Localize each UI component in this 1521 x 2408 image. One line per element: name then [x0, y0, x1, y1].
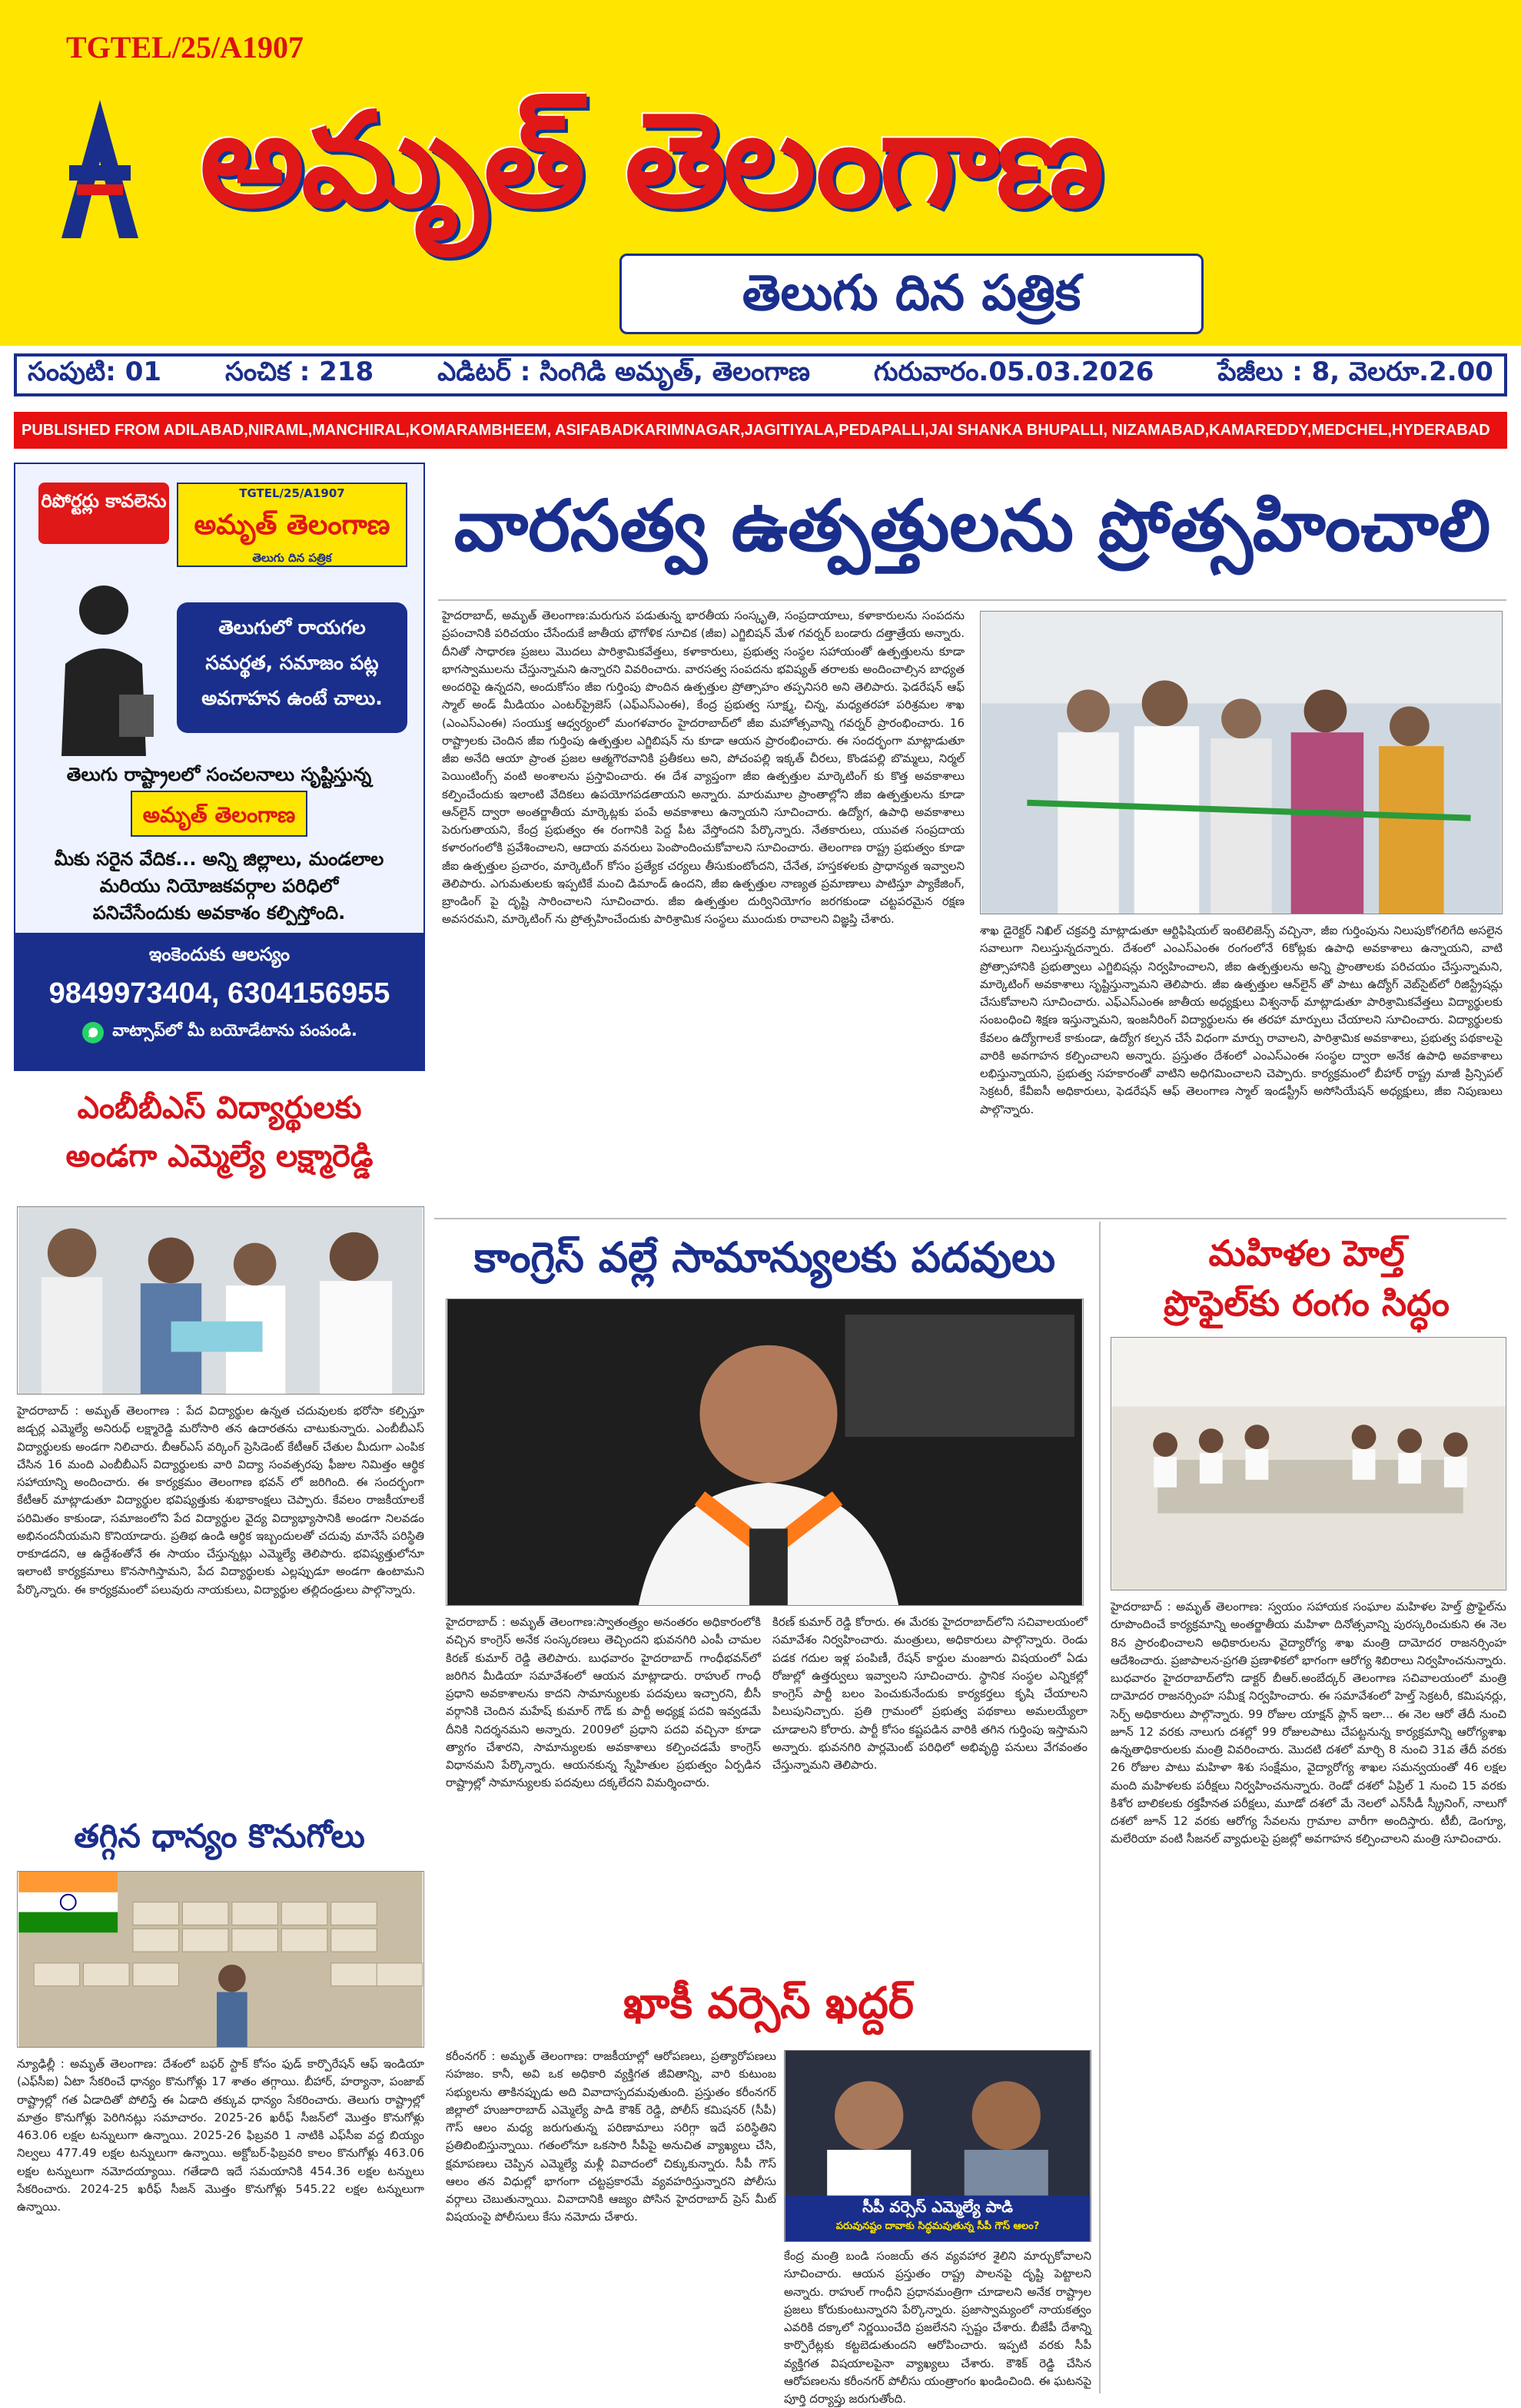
congress-mp-photo: [446, 1299, 1084, 1606]
congress-body-continued: కిరణ్ కుమార్ రెడ్డి కోరారు. ఈ మేరకు హైదరాబాద్‌లోని సచివాలయంలో సమావేశం నిర్వహించారు. మంత్రులు, అధికారులు పాల్గొన్నారు. రెండు పడక గదుల ఇళ్ల పంపిణీ, రేషన్ కార్డుల మంజూరు విషయంలో ఏడు రోజుల్లో ఉత్తర్వులు ఇవ్వాలని సూచించారు. స్థానిక సంస్థల ఎన్నికల్లో కాంగ్రెస్ పార్టీ బలం పెంచుకునేందుకు కార్యకర్తలు కృషి చేయాలని పిలుపునిచ్చారు. ప్రతి గ్రామంలో ప్రభుత్వ పథకాలు అమలయ్యేలా చూడాలని కోరారు. పార్టీ కోసం కష్టపడిన వారికి తగిన గుర్తింపు ఇస్తామని అన్నారు. భువనగిరి పార్లమెంట్ పరిధిలో అభివృద్ధి పనులు వేగవంతం చేస్తున్నామని తెలిపారు.: [772, 1615, 1088, 1772]
newspaper-title: అమృత్ తెలంగాణ: [200, 85, 1101, 237]
ad-logo-small: అమృత్ తెలంగాణ: [131, 791, 307, 837]
mbbs-body: హైదరాబాద్ : అమృత్ తెలంగాణ : పేద విద్యార్థుల ఉన్నత చదువులకు భరోసా కల్పిస్తూ జడ్చర్ల ఎమ్మెల్యే అనిరుధ్ లక్ష్మారెడ్డి మరోసారి తన ఉదారతను చాటుకున్నారు. ఎంబీబీఎస్ విద్యార్థులకు అండగా నిలిచారు. బీఆర్ఎస్ వర్కింగ్ ప్రెసిడెంట్ కేటీఆర్ చేతుల మీదుగా ఎంపిక చేసిన 16 మంది ఎంబీబీఎస్ విద్యార్థులకు వారి విద్యా సంవత్సరపు ఫీజుల నిమిత్తం ఆర్థిక సహాయాన్ని అందించారు. ఈ కార్యక్రమం తెలంగాణ భవన్ లో జరిగింది. ఈ సందర్భంగా కేటీఆర్ మాట్లాడుతూ విద్యార్థుల భవిష్యత్తుకు శుభాకాంక్షలు చెప్పారు. కేవలం రాజకీయాలకే పరిమితం కాకుండా, సమాజంలోని పేద విద్యార్థుల వైద్య విద్యాభ్యాసానికి అండగా నిలవడం అభినందనీయమని కొనియాడారు. ప్రతిభ ఉండి ఆర్థిక ఇబ్బందులతో చదువు మానేసే పరిస్థితి రాకూడదని, ఆ ఉద్దేశంతోనే ఈ సాయం చేస్తున్నట్లు ఎమ్మెల్యే తెలిపారు. భవిష్యత్తులోనూ ఇలాంటి కార్యక్రమాలు కొనసాగిస్తామని, పేద విద్యార్థులకు ఎల్లప్పుడూ అండగా ఉంటామని పేర్కొన్నారు. ఈ కార్యక్రమంలో పలువురు నాయకులు, విద్యార్థుల తల్లిదండ్రులు పాల్గొన్నారు.: [17, 1404, 424, 1597]
ad-phone-numbers[interactable]: 9849973404, 6304156955: [48, 977, 390, 1010]
registration-number: TGTEL/25/A1907: [66, 30, 304, 65]
ad-qualify-2: సమర్థత, సమాజం పట్ల: [205, 652, 379, 674]
divider: [434, 1218, 1506, 1219]
congress-body: హైదరాబాద్ : అమృత్ తెలంగాణ:స్వాతంత్ర్యం అనంతరం అధికారంలోకి వచ్చిన కాంగ్రెస్ అనేక సంస్కరణలు తెచ్చిందని భువనగిరి ఎంపీ చామల కిరణ్ కుమార్ రెడ్డి తెలిపారు. బుధవారం హైదరాబాద్ గాంధీభవన్‌లో జరిగిన మీడియా సమావేశంలో ఆయన మాట్లాడారు. రాహుల్ గాంధీ ప్రధాని అవకాశాలను కాదని సామాన్యులకు పదవులు ఇచ్చారని, బీసీ వర్గానికి చెందిన మహేష్ కుమార్ గౌడ్ కు పార్టీ అధ్యక్ష పదవి ఇవ్వడమే దీనికి నిదర్శనమని అన్నారు. 2009లో ప్రధాని పదవి వచ్చినా కూడా త్యాగం చేశారని, సామాన్యులకు అవకాశాలు కల్పించడమే కాంగ్రెస్ విధానమని పేర్కొన్నారు. ఆయనకున్న స్నేహితుల ప్రభుత్వం ఏర్పడిన రాష్ట్రాల్లో సామాన్యులకు పదవులు దక్కలేదని విమర్శించారు.: [446, 1615, 761, 1790]
ad-qualify-1: తెలుగులో రాయగల: [218, 616, 366, 638]
pages-price: పేజీలు : 8, వెలరూ.2.00: [1217, 357, 1493, 387]
ad-qualify-box: [177, 602, 407, 733]
mbbs-headline-line1: ఎంబీబీఎస్ విద్యార్థులకు: [77, 1090, 362, 1126]
divider: [438, 599, 1506, 601]
mbbs-headline-line2: అండగా ఎమ్మెల్యే లక్ష్మారెడ్డి: [65, 1139, 374, 1174]
ad-whatsapp-text: వాట్సాప్‌లో మీ బయోడేటాను పంపండి.: [112, 1021, 357, 1040]
ad-logo-reg: TGTEL/25/A1907: [239, 486, 345, 500]
ad-qualify-3: అవగాహన ఉంటే చాలు.: [201, 687, 383, 709]
column-divider: [1099, 1222, 1101, 2393]
ad-offer-3: పనిచేసేందుకు అవకాశం కల్పిస్తోంది.: [92, 902, 346, 924]
ad-logo: [177, 483, 407, 567]
ad-logo-title: అమృత్ తెలంగాణ: [194, 509, 390, 541]
women-meeting-photo: [1111, 1337, 1506, 1590]
ad-tagline: తెలుగు రాష్ట్రాలలో సంచలనాలు సృష్టిస్తున్న: [66, 764, 372, 785]
grain-headline: తగ్గిన ధాన్యం కొనుగోలు: [74, 1817, 365, 1855]
congress-headline: కాంగ్రెస్ వల్లే సామాన్యులకు పదవులు: [473, 1233, 1056, 1282]
khaki-headline: ఖాకీ వర్సెస్ ఖద్దర్: [623, 1978, 914, 2028]
newspaper-subtitle: తెలుగు దిన పత్రిక: [619, 254, 1204, 334]
issue-date: గురువారం.05.03.2026: [873, 357, 1154, 387]
women-headline-line1: మహిళల హెల్త్: [1208, 1232, 1405, 1274]
khaki-body: కరీంనగర్ : అమృత్ తెలంగాణ: రాజకీయాల్లో ఆరోపణలు, ప్రత్యారోపణలు సహజం. కానీ, అవి ఒక అధికారి వ్యక్తిగత జీవితాన్ని, వారి కుటుంబ సభ్యులను తాకినప్పుడు అది వివాదాస్పదమవుతుంది. ప్రస్తుతం కరీంనగర్ జిల్లాలో హుజూరాబాద్ ఎమ్మెల్యే పాడి కౌశిక్ రెడ్డి, పోలీస్ కమిషనర్ (సీపీ) గౌస్ ఆలం మధ్య జరుగుతున్న పరిణామాలు సరిగ్గా ఇదే పరిస్థితిని ప్రతిబింబిస్తున్నాయి. గతంలోనూ ఒకసారి సీపీపై అనుచిత వ్యాఖ్యలు చేసి, క్షమాపణలు చెప్పిన ఎమ్మెల్యే మళ్లీ వివాదంలో చిక్కుకున్నారు. సీపీ గౌస్ ఆలం తన విధుల్లో భాగంగా చట్టప్రకారమే వ్యవహరిస్తున్నారని పోలీసు వర్గాలు చెబుతున్నాయి. వివాదానికి ఆజ్యం పోసిన హైదరాబాద్ ప్రెస్ మీట్ విషయంపై పోలీసులు కేసు నమోదు చేశారు.: [446, 2049, 776, 2224]
ad-offer-1: మీకు సరైన వేదిక... అన్ని జిల్లాలు, మండలాల: [54, 848, 384, 870]
lead-photo-inauguration: [980, 611, 1503, 914]
reporters-wanted-ad: [14, 463, 425, 1071]
published-from-bar: PUBLISHED FROM ADILABAD,NIRAML,MANCHIRAL,KOMARAMBHEEM, ASIFABADKARIMNAGAR,JAGITIYALA,PEDAPALLI,JAI SHANKA BHUPALLI, NIZAMABAD,KAMAREDDY,MEDCHEL,HYDERABAD: [14, 412, 1507, 449]
reporter-silhouette-icon: [46, 579, 161, 756]
editor: ఎడిటర్ : సింగిడి అమృత్, తెలంగాణ: [437, 357, 810, 387]
issue-info-bar: [14, 353, 1507, 396]
khaki-photo-sub: పరువునష్టం దావాకు సిద్ధమవుతున్న సీపీ గౌస్ ఆలం?: [835, 2221, 1040, 2232]
women-body: హైదరాబాద్ : అమృత్ తెలంగాణ: స్వయం సహాయక సంఘాల మహిళల హెల్త్ ప్రొఫైల్‌ను రూపొందించే కార్యక్రమాన్ని అంతర్జాతీయ మహిళా దినోత్సవాన్ని పురస్కరించుకుని ఈ నెల 8న ప్రారంభించాలని అధికారులను వైద్యారోగ్య శాఖ మంత్రి దామోదర రాజనర్సింహ ఆదేశించారు. ప్రజాపాలన-ప్రగతి ప్రణాళికలో భాగంగా ఆరోగ్య శిబిరాలు నిర్వహించనున్నారు. బుధవారం హైదరాబాద్‌లోని డాక్టర్ బీఆర్.అంబేద్కర్ తెలంగాణ సచివాలయంలో మంత్రి దామోదర రాజనర్సింహ సమీక్ష నిర్వహించారు. ఈ సమావేశంలో హెల్త్ సెక్రటరీ, కమిషనర్లు, సెర్ప్ అధికారులు పాల్గొన్నారు. 99 రోజుల యాక్షన్ ప్లాన్ ఇలా... ఈ నెల ఆరో తేదీ నుంచి జూన్ 12 వరకు నాలుగు దశల్లో 99 రోజులపాటు చేపట్టనున్న కార్యక్రమాన్ని ఆరోగ్యశాఖ ఉన్నతాధికారులకు మంత్రి వివరించారు. మొదటి దశలో మార్చి 8 నుంచి 31వ తేదీ వరకు 26 రోజుల పాటు మహిళా శిశు సంక్షేమం, వైద్యారోగ్య శాఖల సమన్వయంతో 46 లక్షల మంది మహిళలకు పరీక్షలు నిర్వహించనున్నారు. రెండో దశలో ఏప్రిల్ 1 నుంచి 15 వరకు కిశోర బాలికలకు రక్తహీనత పరీక్షలు, మూడో దశలో మే నెలలో ఎన్‌సీడీ స్క్రీనింగ్, నాలుగో దశలో జూన్ 12 వరకు ఆరోగ్య సేవలను గ్రామాల వారీగా అందిస్తారు. టీబీ, డెంగ్యూ, మలేరియా వంటి సీజనల్ వ్యాధులపై ప్రజల్లో అవగాహన కల్పించాలని మంత్రి సూచించారు.: [1111, 1600, 1506, 1846]
grain-warehouse-photo: [17, 1871, 424, 2048]
volume: సంపుటి: 01: [28, 357, 162, 387]
khaki-body-continued: కేంద్ర మంత్రి బండి సంజయ్ తన వ్యవహార శైలిని మార్చుకోవాలని సూచించారు. ఆయన ప్రస్తుతం రాష్ట్ర పాలనపై దృష్టి పెట్టాలని అన్నారు. రాహుల్ గాంధీని ప్రధానమంత్రిగా చూడాలని అనేక రాష్ట్రాల ప్రజలు కోరుకుంటున్నారని పేర్కొన్నారు. ప్రజాస్వామ్యంలో నాయకత్వం ఎవరికి దక్కాలో నిర్ణయించేది ప్రజలేనని స్పష్టం చేశారు. బీజేపీ దేశాన్ని కార్పొరేట్లకు కట్టబెడుతుందని ఆరోపించారు. ఇప్పటి వరకు సీపీ వ్యక్తిగత విషయాలపైనా వ్యాఖ్యలు చేశారు. కౌశిక్ రెడ్డి చేసిన ఆరోపణలను కరీంనగర్ పోలీసు యంత్రాంగం ఖండించింది. ఈ ఘటనపై పూర్తి దర్యాప్తు జరుగుతోంది.: [784, 2249, 1091, 2406]
ad-contact-box: [15, 933, 423, 1070]
issue-number: సంచిక : 218: [225, 357, 374, 387]
ad-offer-2: మరియు నియోజకవర్గాల పరిధిలో: [99, 875, 339, 897]
lead-body-continued: శాఖ డైరెక్టర్ నిఖిల్ చక్రవర్తి మాట్లాడుతూ ఆర్టిఫిషియల్ ఇంటెలిజెన్స్ వచ్చినా, జీఐ గుర్తింపును నిలుపుకోగలిగేది అసలైన సవాలుగా నిలుస్తున్నదన్నారు. దేశంలో ఎంఎస్ఎంఈ రంగంలోనే 6కోట్లకు ఉపాధి అవకాశాలు ఉన్నాయని, వాటి ప్రోత్సాహానికి ప్రభుత్వాలు ఎగ్జిబిషన్లు నిర్వహించాలని, జీఐ ఉత్పత్తులను అన్ని ప్రాంతాలకు పరిచయం చేస్తున్నామని, మార్కెటింగ్ అవకాశాలు సృష్టిస్తున్నామని తెలిపారు. జీఐ ఉత్పత్తుల ఆన్‌లైన్ తో పాటు ఉద్యోగ్ వెబ్‌సైట్‌లో రిజిస్ట్రేషన్లు చేసుకోవాలని సూచించారు. ఎఫ్ఎస్ఎంఈ జాతీయ అధ్యక్షులు విశ్వనాథ్ మాట్లాడుతూ పారిశ్రామికవేత్తలు విద్యార్థులకు సంబంధించి శిక్షణ ఇస్తున్నామని, ఇంజనీరింగ్ విద్యార్థులను ఈ తరహా మార్పులు చేయాలని సూచించారు. విద్యార్థులకు కేవలం ఉద్యోగాలకే కాకుండా, ఉద్యోగ కల్పన చేసే విధంగా మార్పు రావాలని, పారిశ్రామిక అవకాశాలు, ప్రభుత్వ పథకాలపై వారికి అవగాహన కల్పించాలని అన్నారు. ప్రస్తుతం దేశంలో ఎంఎస్ఎంఈ సంస్థల ద్వారా అనేక ఉపాధి అవకాశాలు లభిస్తున్నాయని, ప్రభుత్వ సహకారంతో వాటిని అధిగమించాలని చెప్పారు. కార్యక్రమంలో బీహార్ రాష్ట్ర మాజీ ప్రిన్సిపల్ సెక్రటరీ, కేవీఐసీ అధికారులు, ఫెడరేషన్ ఆఫ్ తెలంగాణ స్మాల్ ఇండస్ట్రీస్ అసోసియేషన్ అధ్యక్షులు, జీఐ నిపుణులు పాల్గొన్నారు.: [980, 924, 1503, 1116]
ad-badge: రిపోర్టర్లు కావలెను: [38, 483, 169, 544]
grain-body: న్యూఢిల్లీ : అమృత్ తెలంగాణ: దేశంలో బఫర్ స్టాక్ కోసం ఫుడ్ కార్పొరేషన్ ఆఫ్ ఇండియా (ఎఫ్‌సీఐ) ఏటా సేకరించే ధాన్యం కొనుగోళ్లు 17 శాతం తగ్గాయి. బీహార్, హర్యానా, పంజాబ్ రాష్ట్రాల్లో గత ఏడాదితో పోలిస్తే ఈ ఏడాది తక్కువ ధాన్యం సేకరించారు. తెలుగు రాష్ట్రాల్లో మాత్రం కొనుగోళ్లు పెరిగినట్లు సమాచారం. 2025-26 ఖరీఫ్ సీజన్‌లో మొత్తం కొనుగోళ్లు 463.06 లక్షల టన్నులుగా ఉన్నాయి. 2025-26 ఫిబ్రవరి 1 నాటికి ఎఫ్‌సీఐ వద్ద బియ్యం నిల్వలు 477.49 లక్షల టన్నులుగా ఉన్నాయి. అక్టోబర్-ఫిబ్రవరి కాలం కొనుగోళ్లు 463.06 లక్షల టన్నులుగా నమోదయ్యాయి. గతేడాది ఇదే సమయానికి 454.36 లక్షల టన్నులు సేకరించారు. 2024-25 ఖరీఫ్ సీజన్ మొత్తం కొనుగోళ్లు 545.22 లక్షల టన్నులుగా ఉన్నాయి.: [17, 2057, 424, 2214]
lead-body: హైదరాబాద్, అమృత్ తెలంగాణ:మరుగున పడుతున్న భారతీయ సంస్కృతి, సంప్రదాయాలు, కళాకారులను సంపదను ప్రపంచానికి పరిచయం చేసేందుకే జాతీయ భౌగోళిక సూచిక (జీఐ) ఎగ్జిబిషన్ మేళ గవర్నర్ బండారు దత్తాత్రేయ అన్నారు. దీనితో సాధారణ ప్రజలు మొదలు పారిశ్రామికవేత్తలు, కళాకారులు, ప్రభుత్వ సంస్థల సహాయంతో ఉత్పత్తులను కూడా భాగస్వాములను చేస్తున్నామని ఉన్నారని వివరించారు. వారసత్వ సంపదను భవిష్యత్ తరాలకు అందించాల్సిన బాధ్యత అందరిపై ఉన్నదని, అందుకోసం జీఐ గుర్తింపు పొందిన ఉత్పత్తుల ప్రోత్సాహం తప్పనిసరి అని తెలిపారు. ఫెడరేషన్ ఆఫ్ స్మాల్ అండ్ మీడియం ఎంటర్‌ప్రైజెస్ (ఎఫ్ఎస్ఎంఈ), కేంద్ర ప్రభుత్వ సూక్ష్మ, చిన్న, మధ్యతరహా పరిశ్రమల శాఖ (ఎంఎస్ఎంఈ) సంయుక్త ఆధ్వర్యంలో మంగళవారం హైదరాబాద్‌లో జీఐ మహోత్సవాన్ని గవర్నర్ ప్రారంభించారు. 16 రాష్ట్రాలకు చెందిన జీఐ గుర్తింపు ఉత్పత్తుల ఎగ్జిబిషన్ ను కూడా ఆయన ప్రారంభించారు. ఈ సందర్భంగా మాట్లాడుతూ జీఐ అనేది ఆయా ప్రాంత ప్రజల ఆత్మగౌరవానికి ప్రతీకలు అని, పోచంపల్లి ఇక్కత్ చీరలు, కొండపల్లి బొమ్మలు, నిర్మల్ పెయింటింగ్స్ వంటి అంశాలను ప్రస్తావించారు. ఈ దేశ వ్యాప్తంగా జీఐ ఉత్పత్తుల మార్కెటింగ్ కు కొత్త అవకాశాలు కల్పించేందుకు ఇలాంటి వేదికలు ఉపయోగపడతాయని అన్నారు. మారుమూల ప్రాంతాల్లోని జీఐ ఉత్పత్తులను కూడా ఆన్‌లైన్ ద్వారా అంతర్జాతీయ మార్కెట్లకు పంపే అవకాశాలు ఉన్నాయని సూచించారు. ఉద్యోగ, ఉపాధి అవకాశాలు పెరుగుతాయని, కేంద్ర ప్రభుత్వం ఈ రంగానికి పెద్ద పీట వేస్తోందని పేర్కొన్నారు. నేతకారులు, యువత సంప్రదాయ కళారంగంలోకి ప్రవేశించాలని, ఆదాయ వనరులు పెంపొందించుకోవాలని సూచించారు. తెలంగాణ రాష్ట్ర ప్రభుత్వం కూడా జీఐ ఉత్పత్తుల ప్రచారం, మార్కెటింగ్ కోసం ప్రత్యేక చర్యలు తీసుకుంటోందని, చేనేత, హస్తకళలకు ప్రాధాన్యత ఇవ్వాలని తెలిపారు. ఎగుమతులకు ఇప్పటికే మంచి డిమాండ్ ఉందని, జీఐ ఉత్పత్తుల నాణ్యత ప్రమాణాలు పాటిస్తూ ప్యాకేజింగ్, బ్రాండింగ్ పై దృష్టి సారించాలని సూచించారు. జీఐ ఉత్పత్తుల దుర్వినియోగం జరగకుండా చట్టపరమైన రక్షణ అవసరమని, మార్కెటింగ్ ను ప్రోత్సహించేందుకు పారిశ్రామిక సంస్థలు ముందుకు రావాలని విజ్ఞప్తి చేశారు.: [442, 609, 965, 927]
women-headline-line2: ప్రొఫైల్‌కు రంగం సిద్ధం: [1164, 1282, 1450, 1324]
ad-whatsapp-row: [15, 1021, 423, 1044]
mbbs-photo: [17, 1206, 424, 1395]
khaki-photo-caption: సీపీ వర్సెస్ ఎమ్మెల్యే పాడి: [862, 2197, 1013, 2216]
whatsapp-icon: [81, 1021, 105, 1044]
at-logo-icon: [54, 92, 146, 246]
lead-headline: వారసత్వ ఉత్పత్తులను ప్రోత్సహించాలి: [453, 485, 1491, 567]
ad-call-label: ఇంకెందుకు ఆలస్యం: [148, 944, 291, 965]
ad-logo-sub: తెలుగు దిన పత్రిక: [252, 551, 332, 565]
